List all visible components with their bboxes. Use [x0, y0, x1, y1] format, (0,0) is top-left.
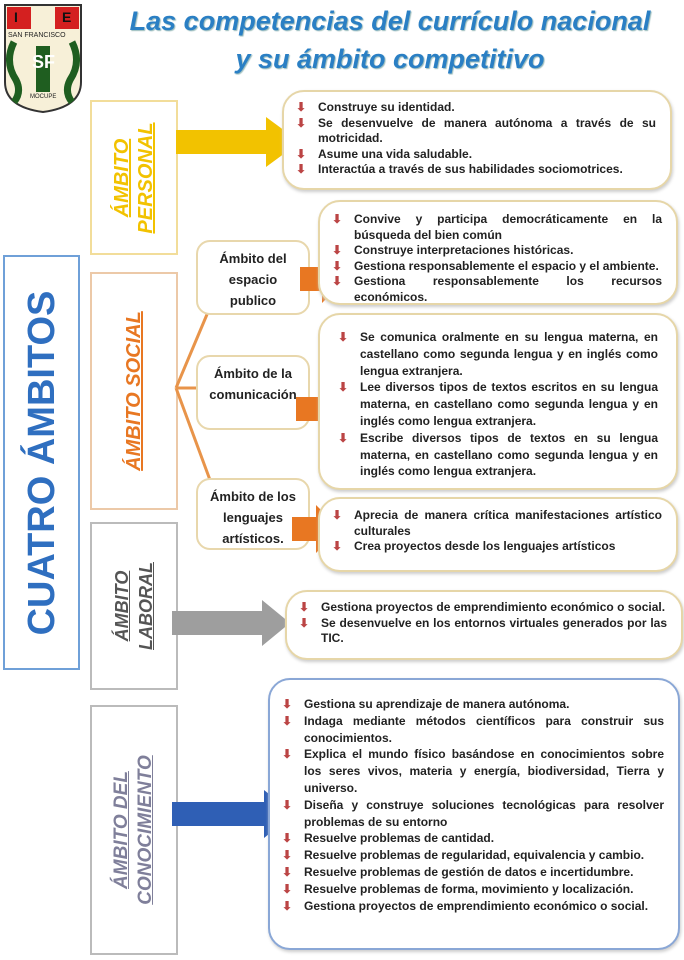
list-item: ⬇ Crea proyectos desde los lenguajes artísticos [332, 539, 616, 553]
bullet-icon: ⬇ [338, 430, 349, 445]
list-item: ⬇ Interactúa a través de sus habilidades sociomotrices. [296, 162, 623, 176]
bullet-icon: ⬇ [332, 508, 343, 522]
list-item: ⬇ Gestiona proyectos de emprendimiento económico o social. [299, 600, 666, 614]
laboral-competencies [285, 590, 683, 660]
bullet-icon: ⬇ [299, 600, 310, 614]
espacio-competencies [318, 200, 678, 305]
list-item: ⬇ Gestiona proyectos de emprendimiento económico o social. [282, 898, 649, 913]
bullet-icon: ⬇ [282, 831, 293, 846]
bullet-icon: ⬇ [332, 274, 343, 288]
bullet-icon: ⬇ [332, 539, 343, 553]
bullet-icon: ⬇ [296, 146, 307, 161]
bullet-icon: ⬇ [296, 100, 307, 114]
list-item: ⬇ Aprecia de manera crítica manifestaciones artístico culturales [332, 508, 662, 538]
list-item: ⬇ Gestiona su aprendizaje de manera autónoma. [282, 697, 570, 711]
bullet-icon: ⬇ [338, 380, 349, 395]
bullet-icon: ⬇ [282, 848, 293, 863]
list-item: ⬇ Resuelve problemas de regularidad, equivalencia y cambio. [282, 848, 645, 863]
list-item: ⬇ Se desenvuelve de manera autónoma a través de su motricidad. [296, 115, 656, 145]
cuatro-ambitos-box: CUATRO ÁMBITOS [3, 255, 80, 670]
conocimiento-competencies [268, 678, 680, 950]
bullet-icon: ⬇ [332, 258, 343, 273]
list-item: ⬇ Resuelve problemas de gestión de datos e incertidumbre. [282, 864, 634, 879]
bullet-icon: ⬇ [332, 212, 343, 226]
lenguajes-competencies [318, 497, 678, 572]
bullet-icon: ⬇ [282, 864, 293, 879]
bullet-icon: ⬇ [282, 713, 293, 728]
laboral-arrow-icon [172, 600, 292, 648]
conocimiento-label-box: ÁMBITO DEL CONOCIMIENTO [90, 705, 178, 955]
laboral-label-box: ÁMBITO LABORAL [90, 522, 178, 690]
social-label-box: ÁMBITO SOCIAL [90, 272, 178, 510]
bullet-icon: ⬇ [338, 330, 349, 344]
list-item: ⬇ Se comunica oralmente en su lengua materna, en castellano como segunda lengua y en inglés como lengua extranjera. [338, 330, 658, 378]
bullet-icon: ⬇ [282, 747, 293, 762]
list-item: ⬇ Resuelve problemas de forma, movimiento y localización. [282, 881, 634, 896]
list-item: ⬇ Resuelve problemas de cantidad. [282, 831, 495, 846]
list-item: ⬇ Convive y participa democráticamente en la búsqueda del bien común [332, 212, 662, 242]
bullet-icon: ⬇ [296, 115, 307, 130]
list-item: ⬇ Explica el mundo físico basándose en conocimientos sobre los seres vivos, materia y energía, biodiversidad, Tierra y universo. [282, 747, 664, 795]
list-item: ⬇ Construye interpretaciones históricas. [332, 243, 574, 257]
list-item: ⬇ Escribe diversos tipos de textos en su lengua materna, en castellano como segunda lengua y en inglés como lengua extranjera. [338, 430, 658, 479]
list-item: ⬇ Se desenvuelve en los entornos virtuales generados por las TIC. [299, 615, 667, 645]
list-item: ⬇ Diseña y construye soluciones tecnológicas para resolver problemas de su entorno [282, 797, 664, 829]
social-group-espacio: Ámbito del espacio publico [196, 240, 310, 315]
bullet-icon: ⬇ [282, 697, 293, 711]
bullet-icon: ⬇ [282, 898, 293, 913]
list-item: ⬇ Gestiona responsablemente los recursos económicos. [332, 274, 662, 304]
title-line-1: Las competencias del currículo nacional [129, 6, 651, 36]
personal-competencies [282, 90, 672, 190]
list-item: ⬇ Construye su identidad. [296, 100, 455, 114]
social-group-comunicacion: Ámbito de la comunicación [196, 355, 310, 430]
bullet-icon: ⬇ [282, 881, 293, 896]
list-item: ⬇ Lee diversos tipos de textos escritos en su lengua materna, en castellano como segunda lengua y en inglés como lengua extranjera. [338, 380, 658, 428]
title-line-2: y su ámbito competitivo [235, 44, 545, 74]
bullet-icon: ⬇ [282, 797, 293, 812]
bullet-icon: ⬇ [296, 162, 307, 176]
school-logo: I E SAN FRANCISCO SF MOCUPE [2, 2, 84, 114]
comunicacion-competencies [318, 313, 678, 490]
social-group-lenguajes: Ámbito de los lenguajes artísticos. [196, 478, 310, 550]
bullet-icon: ⬇ [299, 615, 310, 630]
list-item: ⬇ Indaga mediante métodos científicos para construir sus conocimientos. [282, 713, 664, 745]
bullet-icon: ⬇ [332, 243, 343, 257]
list-item: ⬇ Asume una vida saludable. [296, 146, 473, 161]
list-item: ⬇ Gestiona responsablemente el espacio y el ambiente. [332, 258, 659, 273]
personal-label-box: ÁMBITO PERSONAL [90, 100, 178, 255]
